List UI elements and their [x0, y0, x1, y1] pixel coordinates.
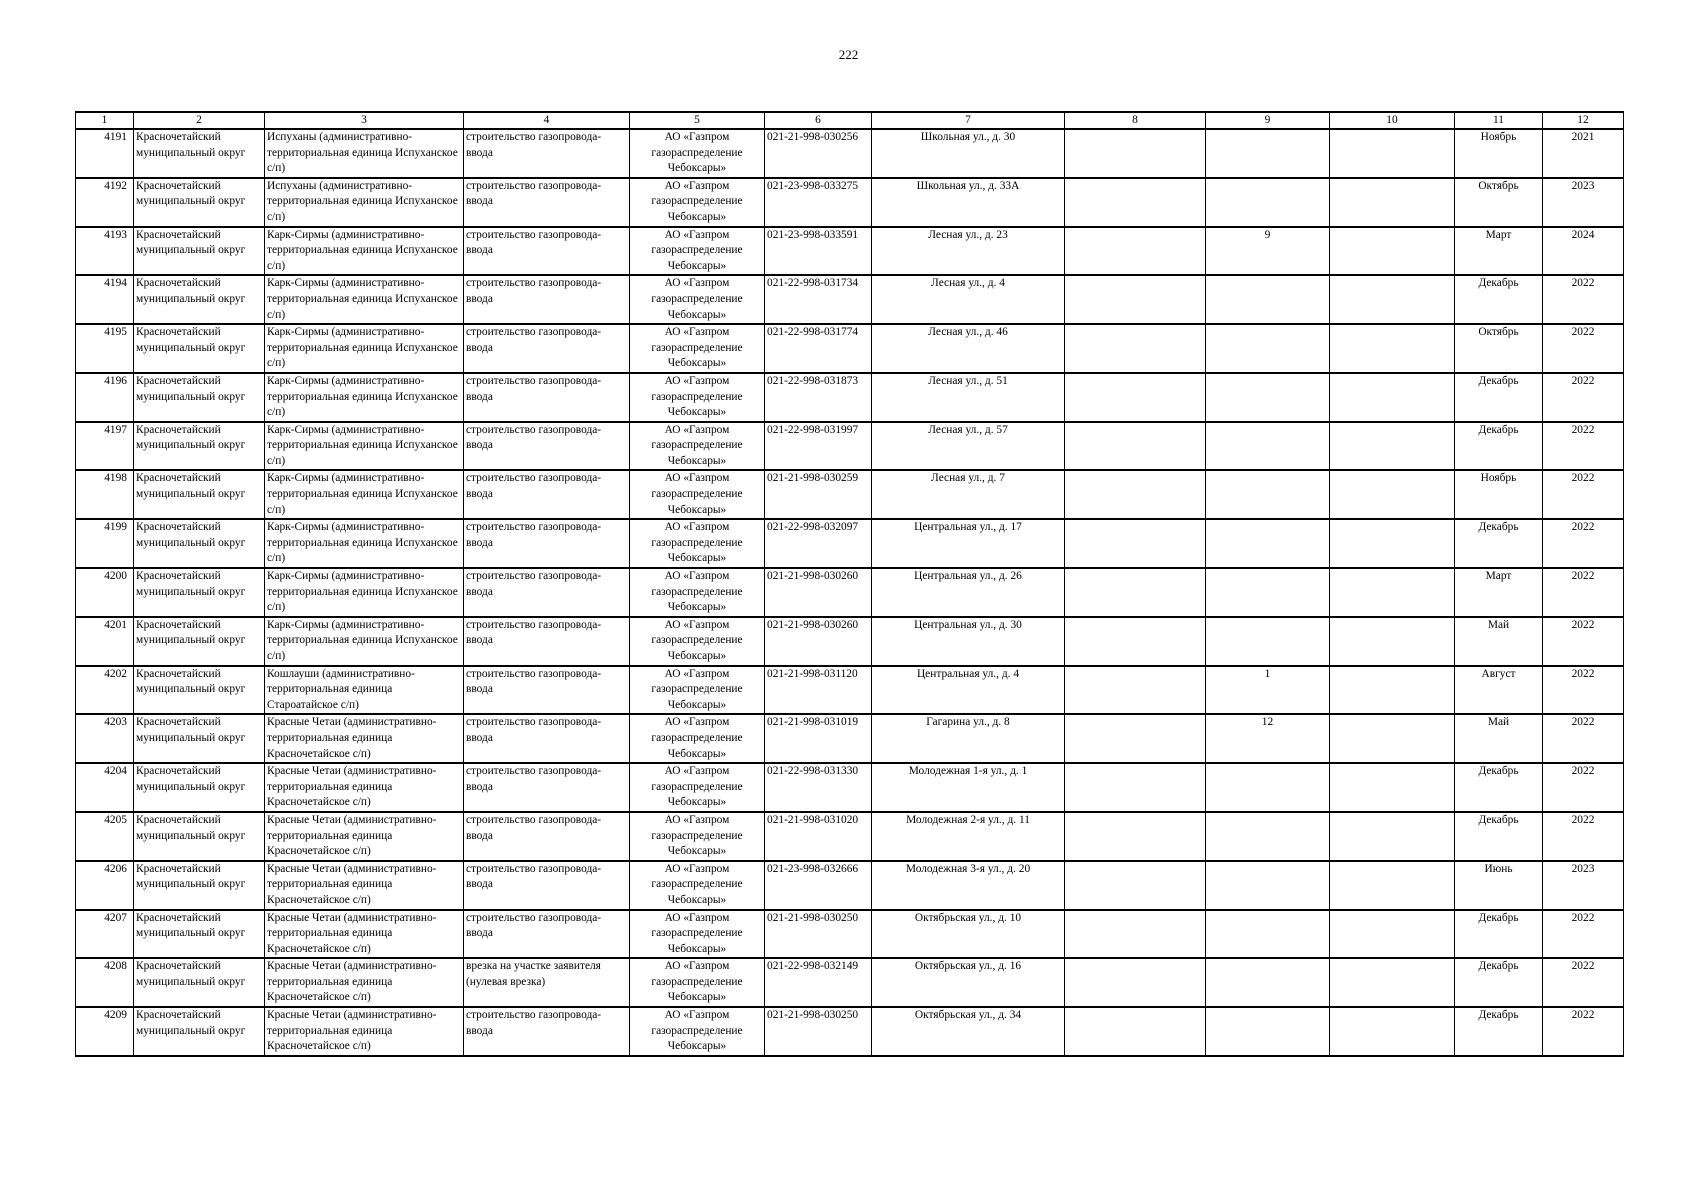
organization-cell: АО «Газпром газораспределение Чебоксары»: [630, 763, 765, 812]
object-code-cell: 021-21-998-031120: [765, 666, 872, 715]
column-8-cell: [1065, 422, 1206, 471]
column-10-cell: [1330, 568, 1455, 617]
column-10-cell: [1330, 1007, 1455, 1056]
column-8-cell: [1065, 617, 1206, 666]
work-type-cell: строительство газопровода-ввода: [464, 275, 630, 324]
year-cell: 2022: [1543, 910, 1624, 959]
district-cell: Красночетайский муниципальный округ: [134, 324, 265, 373]
organization-cell: АО «Газпром газораспределение Чебоксары»: [630, 812, 765, 861]
address-cell: Центральная ул., д. 26: [872, 568, 1065, 617]
month-cell: Декабрь: [1455, 422, 1543, 471]
column-8-cell: [1065, 324, 1206, 373]
table-row: [76, 861, 1624, 910]
address-cell: Гагарина ул., д. 8: [872, 714, 1065, 763]
organization-cell: АО «Газпром газораспределение Чебоксары»: [630, 227, 765, 276]
column-9-cell: [1206, 910, 1330, 959]
year-cell: 2022: [1543, 763, 1624, 812]
year-cell: 2022: [1543, 617, 1624, 666]
column-10-cell: [1330, 861, 1455, 910]
organization-cell: АО «Газпром газораспределение Чебоксары»: [630, 373, 765, 422]
organization-cell: АО «Газпром газораспределение Чебоксары»: [630, 666, 765, 715]
column-10-cell: [1330, 812, 1455, 861]
work-type-cell: строительство газопровода-ввода: [464, 324, 630, 373]
column-numbers-row: [76, 112, 1624, 129]
column-number-7: 7: [872, 112, 1065, 129]
column-number-5: 5: [630, 112, 765, 129]
organization-cell: АО «Газпром газораспределение Чебоксары»: [630, 568, 765, 617]
month-cell: Май: [1455, 714, 1543, 763]
column-9-cell: [1206, 519, 1330, 568]
table-row: [76, 470, 1624, 519]
district-cell: Красночетайский муниципальный округ: [134, 178, 265, 227]
table-row: [76, 568, 1624, 617]
column-9-cell: [1206, 568, 1330, 617]
row-number: 4192: [76, 178, 134, 227]
table-row: [76, 714, 1624, 763]
column-8-cell: [1065, 275, 1206, 324]
address-cell: Лесная ул., д. 23: [872, 227, 1065, 276]
district-cell: Красночетайский муниципальный округ: [134, 910, 265, 959]
column-9-cell: [1206, 129, 1330, 178]
table-row: [76, 129, 1624, 178]
address-cell: Октябрьская ул., д. 16: [872, 958, 1065, 1007]
locality-cell: Карк-Сирмы (административно-территориальная единица Испуханское с/п): [265, 324, 464, 373]
column-8-cell: [1065, 812, 1206, 861]
column-10-cell: [1330, 324, 1455, 373]
organization-cell: АО «Газпром газораспределение Чебоксары»: [630, 324, 765, 373]
column-10-cell: [1330, 714, 1455, 763]
column-8-cell: [1065, 568, 1206, 617]
district-cell: Красночетайский муниципальный округ: [134, 861, 265, 910]
address-cell: Центральная ул., д. 17: [872, 519, 1065, 568]
month-cell: Декабрь: [1455, 763, 1543, 812]
column-9-cell: [1206, 324, 1330, 373]
table-row: [76, 666, 1624, 715]
month-cell: Декабрь: [1455, 812, 1543, 861]
column-8-cell: [1065, 666, 1206, 715]
table-row: [76, 812, 1624, 861]
address-cell: Школьная ул., д. 30: [872, 129, 1065, 178]
locality-cell: Карк-Сирмы (административно-территориальная единица Испуханское с/п): [265, 373, 464, 422]
object-code-cell: 021-22-998-031997: [765, 422, 872, 471]
row-number: 4208: [76, 958, 134, 1007]
column-9-cell: [1206, 470, 1330, 519]
column-10-cell: [1330, 178, 1455, 227]
column-10-cell: [1330, 422, 1455, 471]
column-10-cell: [1330, 227, 1455, 276]
column-10-cell: [1330, 129, 1455, 178]
row-number: 4202: [76, 666, 134, 715]
year-cell: 2021: [1543, 129, 1624, 178]
table-row: [76, 227, 1624, 276]
table-row: [76, 275, 1624, 324]
table-row: [76, 958, 1624, 1007]
page-number: 222: [838, 47, 859, 62]
locality-cell: Красные Четаи (административно-территориальная единица Красночетайское с/п): [265, 1007, 464, 1056]
month-cell: Октябрь: [1455, 178, 1543, 227]
month-cell: Март: [1455, 227, 1543, 276]
column-9-cell: [1206, 1007, 1330, 1056]
locality-cell: Красные Четаи (административно-территориальная единица Красночетайское с/п): [265, 714, 464, 763]
district-cell: Красночетайский муниципальный округ: [134, 373, 265, 422]
address-cell: Лесная ул., д. 46: [872, 324, 1065, 373]
work-type-cell: строительство газопровода-ввода: [464, 617, 630, 666]
work-type-cell: строительство газопровода-ввода: [464, 861, 630, 910]
address-cell: Школьная ул., д. 33А: [872, 178, 1065, 227]
district-cell: Красночетайский муниципальный округ: [134, 617, 265, 666]
locality-cell: Карк-Сирмы (административно-территориальная единица Испуханское с/п): [265, 275, 464, 324]
locality-cell: Карк-Сирмы (административно-территориальная единица Испуханское с/п): [265, 617, 464, 666]
month-cell: Декабрь: [1455, 275, 1543, 324]
object-code-cell: 021-22-998-031734: [765, 275, 872, 324]
address-cell: Центральная ул., д. 4: [872, 666, 1065, 715]
locality-cell: Карк-Сирмы (административно-территориальная единица Испуханское с/п): [265, 519, 464, 568]
column-number-3: 3: [265, 112, 464, 129]
column-8-cell: [1065, 227, 1206, 276]
organization-cell: АО «Газпром газораспределение Чебоксары»: [630, 910, 765, 959]
table-row: [76, 519, 1624, 568]
work-type-cell: строительство газопровода-ввода: [464, 519, 630, 568]
column-9-cell: [1206, 861, 1330, 910]
column-8-cell: [1065, 470, 1206, 519]
address-cell: Октябрьская ул., д. 10: [872, 910, 1065, 959]
object-code-cell: 021-21-998-030250: [765, 910, 872, 959]
organization-cell: АО «Газпром газораспределение Чебоксары»: [630, 275, 765, 324]
row-number: 4207: [76, 910, 134, 959]
address-cell: Молодежная 1-я ул., д. 1: [872, 763, 1065, 812]
column-9-cell: [1206, 178, 1330, 227]
object-code-cell: 021-22-998-031330: [765, 763, 872, 812]
work-type-cell: строительство газопровода-ввода: [464, 129, 630, 178]
organization-cell: АО «Газпром газораспределение Чебоксары»: [630, 422, 765, 471]
table-row: [76, 763, 1624, 812]
row-number: 4196: [76, 373, 134, 422]
object-code-cell: 021-21-998-030260: [765, 568, 872, 617]
locality-cell: Испуханы (административно-территориальная единица Испуханское с/п): [265, 129, 464, 178]
locality-cell: Красные Четаи (административно-территориальная единица Красночетайское с/п): [265, 958, 464, 1007]
year-cell: 2022: [1543, 519, 1624, 568]
locality-cell: Испуханы (административно-территориальная единица Испуханское с/п): [265, 178, 464, 227]
column-9-cell: [1206, 373, 1330, 422]
address-cell: Октябрьская ул., д. 34: [872, 1007, 1065, 1056]
locality-cell: Красные Четаи (административно-территориальная единица Красночетайское с/п): [265, 861, 464, 910]
column-8-cell: [1065, 178, 1206, 227]
locality-cell: Карк-Сирмы (административно-территориальная единица Испуханское с/п): [265, 227, 464, 276]
month-cell: Декабрь: [1455, 519, 1543, 568]
year-cell: 2022: [1543, 666, 1624, 715]
organization-cell: АО «Газпром газораспределение Чебоксары»: [630, 129, 765, 178]
table-row: [76, 324, 1624, 373]
district-cell: Красночетайский муниципальный округ: [134, 1007, 265, 1056]
column-number-12: 12: [1543, 112, 1624, 129]
column-10-cell: [1330, 763, 1455, 812]
table-row: [76, 617, 1624, 666]
work-type-cell: строительство газопровода-ввода: [464, 178, 630, 227]
year-cell: 2022: [1543, 470, 1624, 519]
column-8-cell: [1065, 958, 1206, 1007]
column-number-10: 10: [1330, 112, 1455, 129]
table-row: [76, 910, 1624, 959]
row-number: 4199: [76, 519, 134, 568]
locality-cell: Кошлауши (административно-территориальная единица Староатайское с/п): [265, 666, 464, 715]
work-type-cell: врезка на участке заявителя (нулевая врезка): [464, 958, 630, 1007]
work-type-cell: строительство газопровода-ввода: [464, 227, 630, 276]
work-type-cell: строительство газопровода-ввода: [464, 910, 630, 959]
work-type-cell: строительство газопровода-ввода: [464, 373, 630, 422]
locality-cell: Карк-Сирмы (административно-территориальная единица Испуханское с/п): [265, 568, 464, 617]
locality-cell: Карк-Сирмы (административно-территориальная единица Испуханское с/п): [265, 470, 464, 519]
locality-cell: Красные Четаи (административно-территориальная единица Красночетайское с/п): [265, 763, 464, 812]
row-number: 4209: [76, 1007, 134, 1056]
organization-cell: АО «Газпром газораспределение Чебоксары»: [630, 470, 765, 519]
object-code-cell: 021-21-998-030260: [765, 617, 872, 666]
locality-cell: Красные Четаи (административно-территориальная единица Красночетайское с/п): [265, 812, 464, 861]
address-cell: Центральная ул., д. 30: [872, 617, 1065, 666]
month-cell: Май: [1455, 617, 1543, 666]
month-cell: Март: [1455, 568, 1543, 617]
address-cell: Лесная ул., д. 7: [872, 470, 1065, 519]
year-cell: 2022: [1543, 422, 1624, 471]
column-10-cell: [1330, 373, 1455, 422]
column-8-cell: [1065, 1007, 1206, 1056]
object-code-cell: 021-21-998-030259: [765, 470, 872, 519]
district-cell: Красночетайский муниципальный округ: [134, 422, 265, 471]
locality-cell: Красные Четаи (административно-территориальная единица Красночетайское с/п): [265, 910, 464, 959]
column-8-cell: [1065, 861, 1206, 910]
district-cell: Красночетайский муниципальный округ: [134, 568, 265, 617]
row-number: 4200: [76, 568, 134, 617]
column-8-cell: [1065, 129, 1206, 178]
object-code-cell: 021-21-998-030250: [765, 1007, 872, 1056]
row-number: 4206: [76, 861, 134, 910]
column-number-2: 2: [134, 112, 265, 129]
year-cell: 2022: [1543, 568, 1624, 617]
column-number-1: 1: [76, 112, 134, 129]
district-cell: Красночетайский муниципальный округ: [134, 470, 265, 519]
row-number: 4193: [76, 227, 134, 276]
organization-cell: АО «Газпром газораспределение Чебоксары»: [630, 958, 765, 1007]
column-number-8: 8: [1065, 112, 1206, 129]
column-10-cell: [1330, 275, 1455, 324]
column-number-4: 4: [464, 112, 630, 129]
organization-cell: АО «Газпром газораспределение Чебоксары»: [630, 714, 765, 763]
address-cell: Лесная ул., д. 51: [872, 373, 1065, 422]
year-cell: 2022: [1543, 275, 1624, 324]
row-number: 4195: [76, 324, 134, 373]
organization-cell: АО «Газпром газораспределение Чебоксары»: [630, 519, 765, 568]
work-type-cell: строительство газопровода-ввода: [464, 666, 630, 715]
column-8-cell: [1065, 763, 1206, 812]
year-cell: 2023: [1543, 178, 1624, 227]
object-code-cell: 021-21-998-030256: [765, 129, 872, 178]
address-cell: Лесная ул., д. 57: [872, 422, 1065, 471]
row-number: 4205: [76, 812, 134, 861]
column-10-cell: [1330, 617, 1455, 666]
year-cell: 2022: [1543, 373, 1624, 422]
column-number-11: 11: [1455, 112, 1543, 129]
object-code-cell: 021-23-998-033591: [765, 227, 872, 276]
address-cell: Лесная ул., д. 4: [872, 275, 1065, 324]
district-cell: Красночетайский муниципальный округ: [134, 812, 265, 861]
object-code-cell: 021-22-998-032149: [765, 958, 872, 1007]
column-10-cell: [1330, 958, 1455, 1007]
column-9-cell: [1206, 812, 1330, 861]
register-table: [75, 111, 1624, 1057]
column-10-cell: [1330, 519, 1455, 568]
row-number: 4201: [76, 617, 134, 666]
column-number-9: 9: [1206, 112, 1330, 129]
work-type-cell: строительство газопровода-ввода: [464, 1007, 630, 1056]
district-cell: Красночетайский муниципальный округ: [134, 275, 265, 324]
district-cell: Красночетайский муниципальный округ: [134, 129, 265, 178]
object-code-cell: 021-23-998-033275: [765, 178, 872, 227]
year-cell: 2022: [1543, 714, 1624, 763]
work-type-cell: строительство газопровода-ввода: [464, 714, 630, 763]
table-row: [76, 178, 1624, 227]
year-cell: 2022: [1543, 324, 1624, 373]
object-code-cell: 021-21-998-031019: [765, 714, 872, 763]
year-cell: 2022: [1543, 1007, 1624, 1056]
address-cell: Молодежная 3-я ул., д. 20: [872, 861, 1065, 910]
object-code-cell: 021-21-998-031020: [765, 812, 872, 861]
locality-cell: Карк-Сирмы (административно-территориальная единица Испуханское с/п): [265, 422, 464, 471]
work-type-cell: строительство газопровода-ввода: [464, 422, 630, 471]
month-cell: Декабрь: [1455, 1007, 1543, 1056]
month-cell: Июнь: [1455, 861, 1543, 910]
table-body: [76, 129, 1624, 1056]
address-cell: Молодежная 2-я ул., д. 11: [872, 812, 1065, 861]
column-9-cell: [1206, 275, 1330, 324]
district-cell: Красночетайский муниципальный округ: [134, 519, 265, 568]
organization-cell: АО «Газпром газораспределение Чебоксары»: [630, 178, 765, 227]
object-code-cell: 021-22-998-031774: [765, 324, 872, 373]
district-cell: Красночетайский муниципальный округ: [134, 714, 265, 763]
column-9-cell: [1206, 763, 1330, 812]
organization-cell: АО «Газпром газораспределение Чебоксары»: [630, 1007, 765, 1056]
work-type-cell: строительство газопровода-ввода: [464, 470, 630, 519]
object-code-cell: 021-22-998-031873: [765, 373, 872, 422]
work-type-cell: строительство газопровода-ввода: [464, 568, 630, 617]
row-number: 4197: [76, 422, 134, 471]
row-number: 4194: [76, 275, 134, 324]
month-cell: Октябрь: [1455, 324, 1543, 373]
column-8-cell: [1065, 519, 1206, 568]
district-cell: Красночетайский муниципальный округ: [134, 666, 265, 715]
work-type-cell: строительство газопровода-ввода: [464, 812, 630, 861]
table-row: [76, 373, 1624, 422]
object-code-cell: 021-23-998-032666: [765, 861, 872, 910]
column-9-cell: 1: [1206, 666, 1330, 715]
column-number-6: 6: [765, 112, 872, 129]
month-cell: Декабрь: [1455, 910, 1543, 959]
column-9-cell: 12: [1206, 714, 1330, 763]
column-10-cell: [1330, 470, 1455, 519]
row-number: 4204: [76, 763, 134, 812]
column-8-cell: [1065, 910, 1206, 959]
month-cell: Декабрь: [1455, 373, 1543, 422]
row-number: 4198: [76, 470, 134, 519]
column-10-cell: [1330, 910, 1455, 959]
table-row: [76, 1007, 1624, 1056]
district-cell: Красночетайский муниципальный округ: [134, 227, 265, 276]
month-cell: Ноябрь: [1455, 129, 1543, 178]
row-number: 4191: [76, 129, 134, 178]
column-8-cell: [1065, 373, 1206, 422]
column-8-cell: [1065, 714, 1206, 763]
column-9-cell: [1206, 422, 1330, 471]
year-cell: 2024: [1543, 227, 1624, 276]
month-cell: Ноябрь: [1455, 470, 1543, 519]
organization-cell: АО «Газпром газораспределение Чебоксары»: [630, 861, 765, 910]
column-9-cell: [1206, 617, 1330, 666]
month-cell: Декабрь: [1455, 958, 1543, 1007]
object-code-cell: 021-22-998-032097: [765, 519, 872, 568]
district-cell: Красночетайский муниципальный округ: [134, 958, 265, 1007]
year-cell: 2023: [1543, 861, 1624, 910]
year-cell: 2022: [1543, 958, 1624, 1007]
organization-cell: АО «Газпром газораспределение Чебоксары»: [630, 617, 765, 666]
table-row: [76, 422, 1624, 471]
month-cell: Август: [1455, 666, 1543, 715]
row-number: 4203: [76, 714, 134, 763]
year-cell: 2022: [1543, 812, 1624, 861]
column-9-cell: [1206, 958, 1330, 1007]
column-10-cell: [1330, 666, 1455, 715]
work-type-cell: строительство газопровода-ввода: [464, 763, 630, 812]
district-cell: Красночетайский муниципальный округ: [134, 763, 265, 812]
column-9-cell: 9: [1206, 227, 1330, 276]
